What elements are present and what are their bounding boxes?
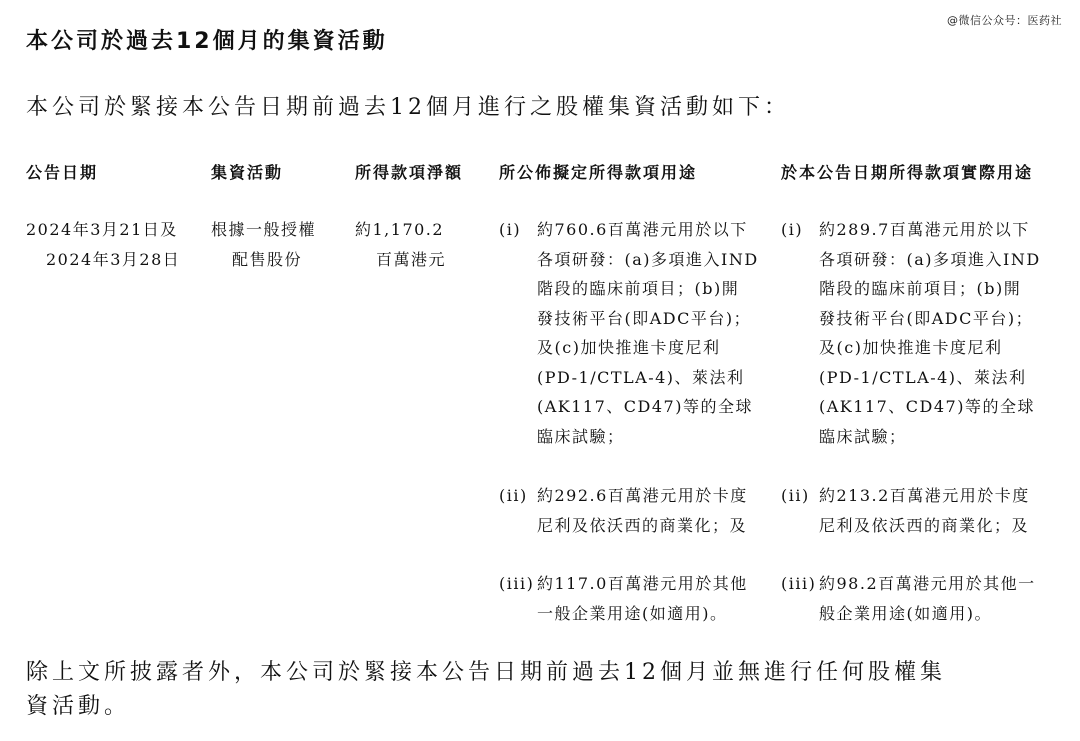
net-line-2: 百萬港元 — [376, 249, 447, 269]
item-text — [819, 481, 1059, 540]
item-line: 各項研發：(a)多項進入IND — [537, 249, 759, 269]
item-text — [819, 569, 1059, 628]
header-proposed-use: 所公佈擬定所得款項用途 — [499, 163, 698, 182]
item-text — [537, 215, 777, 451]
cell-fundraising-activity — [211, 215, 331, 274]
item-number: (i) — [499, 220, 522, 239]
item-line: 階段的臨床前項目；(b)開 — [537, 279, 740, 298]
date-line-2: 2024年3月28日 — [46, 249, 181, 269]
section-title: 本公司於過去12個月的集資活動 — [26, 29, 388, 54]
item-line: 一般企業用途(如適用)。 — [537, 603, 728, 623]
item-line: 約213.2百萬港元用於卡度 — [819, 486, 1030, 505]
item-number: (ii) — [499, 486, 528, 505]
item-line: 臨床試驗； — [819, 426, 907, 446]
item-line: 般企業用途(如適用)。 — [819, 603, 992, 623]
cell-net-proceeds — [355, 215, 475, 274]
header-announcement-date: 公告日期 — [26, 163, 99, 182]
item-line: 各項研發：(a)多項進入IND — [819, 249, 1041, 269]
closing-line: 除上文所披露者外，本公司於緊接本公告日期前過去12個月並無進行任何股權集 — [26, 660, 946, 685]
item-number: (ii) — [781, 486, 810, 505]
header-actual-use: 於本公告日期所得款項實際用途 — [781, 163, 1034, 182]
activity-line-2: 配售股份 — [232, 249, 303, 269]
item-number: (i) — [781, 220, 804, 239]
net-line-1: 約1,170.2 — [355, 220, 445, 239]
item-line: 約289.7百萬港元用於以下 — [819, 220, 1030, 239]
item-line: 階段的臨床前項目；(b)開 — [819, 279, 1022, 298]
intro-paragraph: 本公司於緊接本公告日期前過去12個月進行之股權集資活動如下： — [26, 95, 790, 120]
closing-line: 資活動。 — [26, 694, 131, 719]
item-line: (PD-1/CTLA-4)、萊法利 — [537, 367, 745, 387]
item-number: (iii) — [781, 574, 817, 593]
cell-announcement-date — [26, 215, 186, 274]
item-line: (AK117、CD47)等的全球 — [819, 397, 1035, 416]
item-line: 約292.6百萬港元用於卡度 — [537, 486, 748, 505]
item-line: 尼利及依沃西的商業化；及 — [537, 515, 748, 535]
watermark: @微信公众号：医药社 — [947, 14, 1062, 27]
table-header-row — [0, 160, 1080, 184]
item-line: 發技術平台(即ADC平台)； — [537, 308, 752, 328]
item-line: 及(c)加快推進卡度尼利 — [537, 338, 721, 357]
activity-line-1: 根據一般授權 — [211, 220, 317, 239]
item-line: 約760.6百萬港元用於以下 — [537, 220, 748, 239]
item-line: 發技術平台(即ADC平台)； — [819, 308, 1034, 328]
header-net-proceeds: 所得款項淨額 — [355, 163, 464, 182]
item-text — [537, 569, 777, 628]
item-text — [819, 215, 1059, 451]
item-line: 尼利及依沃西的商業化；及 — [819, 515, 1030, 535]
header-fundraising-activity: 集資活動 — [211, 163, 284, 182]
item-line: 約98.2百萬港元用於其他一 — [819, 574, 1036, 593]
item-line: 及(c)加快推進卡度尼利 — [819, 338, 1003, 357]
closing-paragraph — [26, 656, 1056, 724]
item-number: (iii) — [499, 574, 535, 593]
date-line-1: 2024年3月21日及 — [26, 220, 178, 239]
item-line: 約117.0百萬港元用於其他 — [537, 574, 748, 593]
item-line: 臨床試驗； — [537, 426, 625, 446]
item-text — [537, 481, 777, 540]
item-line: (PD-1/CTLA-4)、萊法利 — [819, 367, 1027, 387]
item-line: (AK117、CD47)等的全球 — [537, 397, 753, 416]
